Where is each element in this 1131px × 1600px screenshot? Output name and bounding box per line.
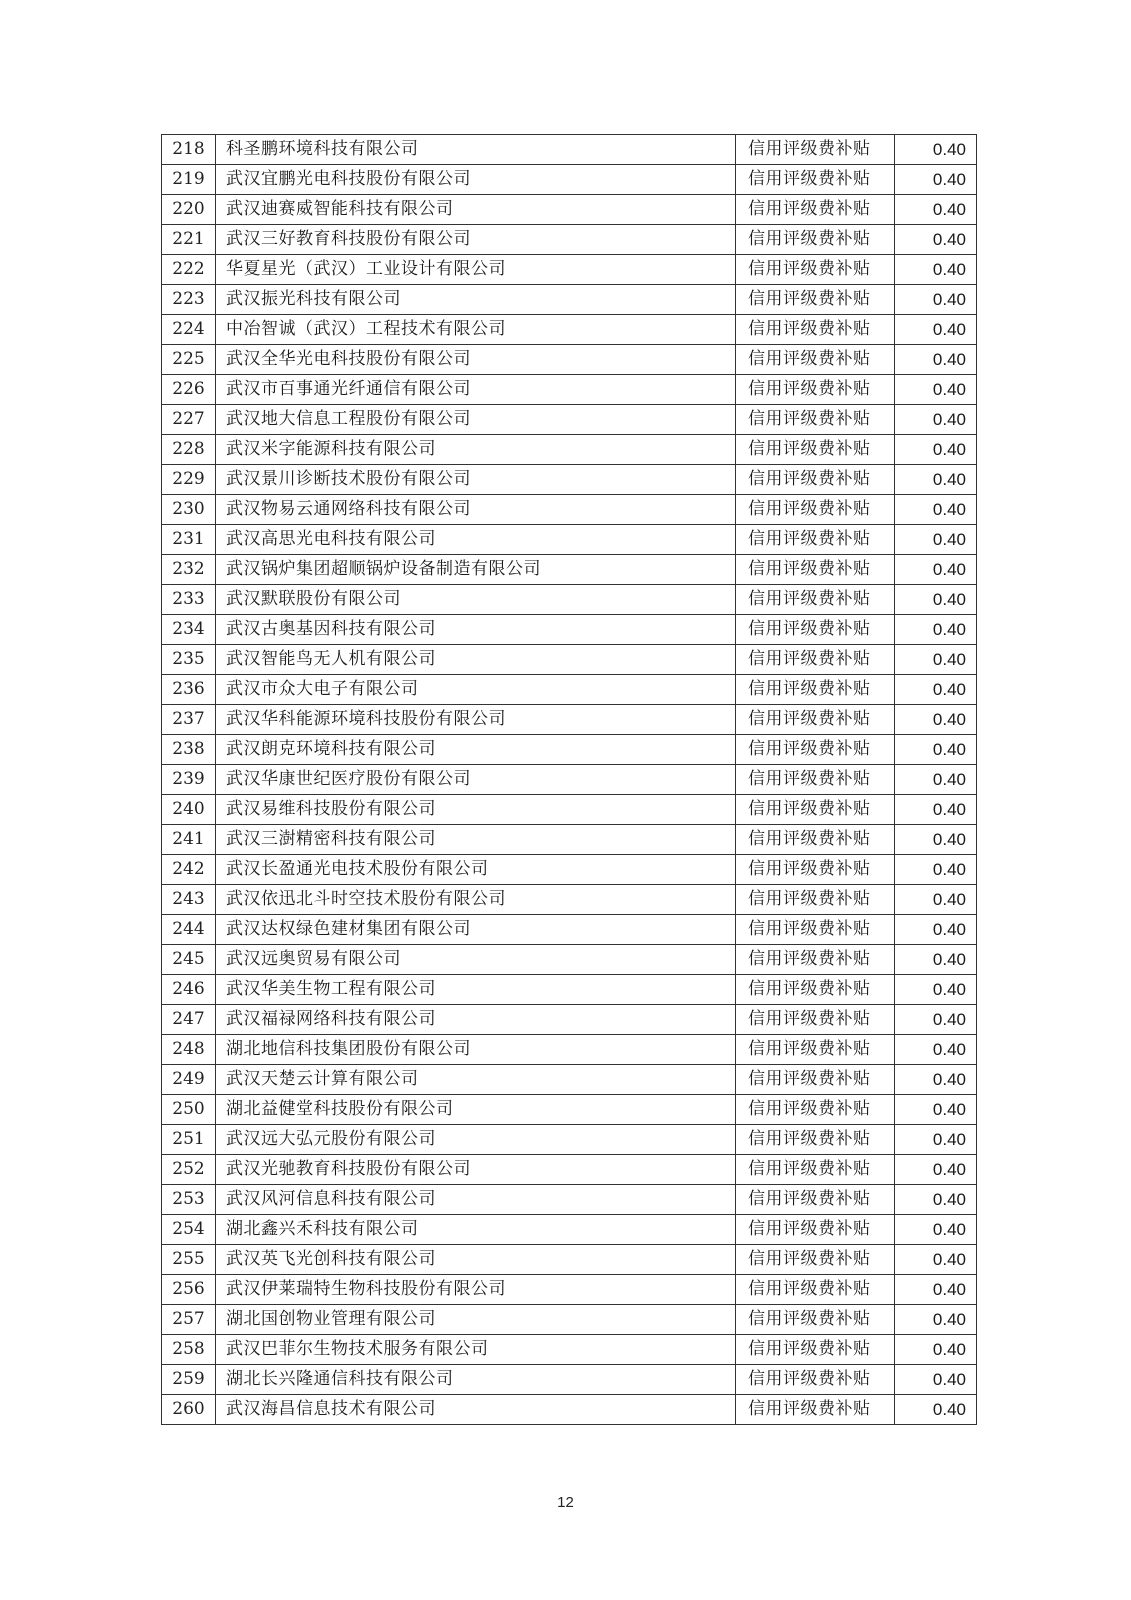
subsidy-amount-cell: 0.40 <box>895 945 977 975</box>
row-index-cell: 231 <box>162 525 216 555</box>
row-index-cell: 225 <box>162 345 216 375</box>
subsidy-type-cell: 信用评级费补贴 <box>736 765 895 795</box>
row-index-cell: 230 <box>162 495 216 525</box>
table-row <box>162 705 977 735</box>
subsidy-amount-cell: 0.40 <box>895 1215 977 1245</box>
row-index-cell: 244 <box>162 915 216 945</box>
company-name-cell: 武汉福禄网络科技有限公司 <box>216 1005 736 1035</box>
table-row <box>162 645 977 675</box>
company-name-cell: 武汉易维科技股份有限公司 <box>216 795 736 825</box>
table-row <box>162 615 977 645</box>
row-index-cell: 237 <box>162 705 216 735</box>
company-name-cell: 武汉海昌信息技术有限公司 <box>216 1395 736 1425</box>
row-index-cell: 251 <box>162 1125 216 1155</box>
table-row <box>162 585 977 615</box>
row-index-cell: 233 <box>162 585 216 615</box>
company-name-cell: 武汉市众大电子有限公司 <box>216 675 736 705</box>
subsidy-amount-cell: 0.40 <box>895 1185 977 1215</box>
table-row <box>162 195 977 225</box>
company-name-cell: 武汉地大信息工程股份有限公司 <box>216 405 736 435</box>
table-row <box>162 1125 977 1155</box>
subsidy-amount-cell: 0.40 <box>895 405 977 435</box>
table-row <box>162 165 977 195</box>
table-row <box>162 1305 977 1335</box>
company-name-cell: 武汉宜鹏光电科技股份有限公司 <box>216 165 736 195</box>
page-number: 12 <box>557 1494 574 1511</box>
subsidy-amount-cell: 0.40 <box>895 855 977 885</box>
company-name-cell: 武汉振光科技有限公司 <box>216 285 736 315</box>
row-index-cell: 243 <box>162 885 216 915</box>
company-name-cell: 武汉远奥贸易有限公司 <box>216 945 736 975</box>
company-name-cell: 武汉全华光电科技股份有限公司 <box>216 345 736 375</box>
subsidy-amount-cell: 0.40 <box>895 1275 977 1305</box>
subsidy-type-cell: 信用评级费补贴 <box>736 345 895 375</box>
subsidy-amount-cell: 0.40 <box>895 345 977 375</box>
subsidy-type-cell: 信用评级费补贴 <box>736 1335 895 1365</box>
subsidy-amount-cell: 0.40 <box>895 615 977 645</box>
company-name-cell: 武汉巴菲尔生物技术服务有限公司 <box>216 1335 736 1365</box>
subsidy-type-cell: 信用评级费补贴 <box>736 195 895 225</box>
subsidy-type-cell: 信用评级费补贴 <box>736 675 895 705</box>
subsidy-type-cell: 信用评级费补贴 <box>736 1035 895 1065</box>
row-index-cell: 254 <box>162 1215 216 1245</box>
table-row <box>162 1245 977 1275</box>
company-name-cell: 武汉光驰教育科技股份有限公司 <box>216 1155 736 1185</box>
row-index-cell: 250 <box>162 1095 216 1125</box>
subsidy-type-cell: 信用评级费补贴 <box>736 465 895 495</box>
row-index-cell: 234 <box>162 615 216 645</box>
row-index-cell: 246 <box>162 975 216 1005</box>
subsidy-type-cell: 信用评级费补贴 <box>736 1185 895 1215</box>
company-name-cell: 科圣鹏环境科技有限公司 <box>216 135 736 165</box>
subsidy-type-cell: 信用评级费补贴 <box>736 285 895 315</box>
table-row <box>162 255 977 285</box>
subsidy-type-cell: 信用评级费补贴 <box>736 795 895 825</box>
table-row <box>162 555 977 585</box>
table-row <box>162 1215 977 1245</box>
company-name-cell: 武汉朗克环境科技有限公司 <box>216 735 736 765</box>
subsidy-table-body <box>162 135 977 1425</box>
subsidy-amount-cell: 0.40 <box>895 915 977 945</box>
subsidy-type-cell: 信用评级费补贴 <box>736 975 895 1005</box>
subsidy-amount-cell: 0.40 <box>895 435 977 465</box>
subsidy-amount-cell: 0.40 <box>895 975 977 1005</box>
company-name-cell: 武汉三好教育科技股份有限公司 <box>216 225 736 255</box>
subsidy-amount-cell: 0.40 <box>895 165 977 195</box>
subsidy-type-cell: 信用评级费补贴 <box>736 615 895 645</box>
subsidy-amount-cell: 0.40 <box>895 585 977 615</box>
company-name-cell: 武汉高思光电科技有限公司 <box>216 525 736 555</box>
subsidy-type-cell: 信用评级费补贴 <box>736 1275 895 1305</box>
row-index-cell: 226 <box>162 375 216 405</box>
row-index-cell: 218 <box>162 135 216 165</box>
subsidy-amount-cell: 0.40 <box>895 1005 977 1035</box>
company-name-cell: 华夏星光（武汉）工业设计有限公司 <box>216 255 736 285</box>
company-name-cell: 武汉迪赛威智能科技有限公司 <box>216 195 736 225</box>
subsidy-amount-cell: 0.40 <box>895 735 977 765</box>
table-row <box>162 765 977 795</box>
table-row <box>162 435 977 465</box>
row-index-cell: 257 <box>162 1305 216 1335</box>
row-index-cell: 221 <box>162 225 216 255</box>
subsidy-amount-cell: 0.40 <box>895 705 977 735</box>
company-name-cell: 中冶智诚（武汉）工程技术有限公司 <box>216 315 736 345</box>
subsidy-type-cell: 信用评级费补贴 <box>736 165 895 195</box>
row-index-cell: 258 <box>162 1335 216 1365</box>
company-name-cell: 湖北地信科技集团股份有限公司 <box>216 1035 736 1065</box>
company-name-cell: 湖北鑫兴禾科技有限公司 <box>216 1215 736 1245</box>
company-name-cell: 武汉天楚云计算有限公司 <box>216 1065 736 1095</box>
subsidy-amount-cell: 0.40 <box>895 465 977 495</box>
row-index-cell: 224 <box>162 315 216 345</box>
row-index-cell: 227 <box>162 405 216 435</box>
company-name-cell: 武汉依迅北斗时空技术股份有限公司 <box>216 885 736 915</box>
company-name-cell: 武汉景川诊断技术股份有限公司 <box>216 465 736 495</box>
subsidy-type-cell: 信用评级费补贴 <box>736 255 895 285</box>
subsidy-type-cell: 信用评级费补贴 <box>736 435 895 465</box>
subsidy-amount-cell: 0.40 <box>895 375 977 405</box>
table-row <box>162 375 977 405</box>
company-name-cell: 武汉古奥基因科技有限公司 <box>216 615 736 645</box>
subsidy-type-cell: 信用评级费补贴 <box>736 555 895 585</box>
row-index-cell: 239 <box>162 765 216 795</box>
subsidy-amount-cell: 0.40 <box>895 285 977 315</box>
subsidy-amount-cell: 0.40 <box>895 1365 977 1395</box>
company-name-cell: 武汉长盈通光电技术股份有限公司 <box>216 855 736 885</box>
company-name-cell: 湖北长兴隆通信科技有限公司 <box>216 1365 736 1395</box>
subsidy-type-cell: 信用评级费补贴 <box>736 1065 895 1095</box>
company-name-cell: 湖北益健堂科技股份有限公司 <box>216 1095 736 1125</box>
subsidy-amount-cell: 0.40 <box>895 195 977 225</box>
subsidy-type-cell: 信用评级费补贴 <box>736 1005 895 1035</box>
subsidy-amount-cell: 0.40 <box>895 135 977 165</box>
table-row <box>162 1155 977 1185</box>
subsidy-type-cell: 信用评级费补贴 <box>736 375 895 405</box>
company-name-cell: 武汉达权绿色建材集团有限公司 <box>216 915 736 945</box>
row-index-cell: 220 <box>162 195 216 225</box>
table-row <box>162 885 977 915</box>
subsidy-amount-cell: 0.40 <box>895 495 977 525</box>
subsidy-amount-cell: 0.40 <box>895 1065 977 1095</box>
subsidy-amount-cell: 0.40 <box>895 1155 977 1185</box>
row-index-cell: 238 <box>162 735 216 765</box>
company-name-cell: 武汉智能鸟无人机有限公司 <box>216 645 736 675</box>
row-index-cell: 260 <box>162 1395 216 1425</box>
subsidy-amount-cell: 0.40 <box>895 225 977 255</box>
subsidy-type-cell: 信用评级费补贴 <box>736 1245 895 1275</box>
subsidy-amount-cell: 0.40 <box>895 885 977 915</box>
row-index-cell: 236 <box>162 675 216 705</box>
table-row <box>162 225 977 255</box>
table-row <box>162 345 977 375</box>
subsidy-type-cell: 信用评级费补贴 <box>736 1155 895 1185</box>
subsidy-amount-cell: 0.40 <box>895 765 977 795</box>
row-index-cell: 255 <box>162 1245 216 1275</box>
table-row <box>162 1365 977 1395</box>
company-name-cell: 武汉物易云通网络科技有限公司 <box>216 495 736 525</box>
subsidy-type-cell: 信用评级费补贴 <box>736 1095 895 1125</box>
subsidy-type-cell: 信用评级费补贴 <box>736 495 895 525</box>
subsidy-type-cell: 信用评级费补贴 <box>736 945 895 975</box>
company-name-cell: 武汉远大弘元股份有限公司 <box>216 1125 736 1155</box>
subsidy-type-cell: 信用评级费补贴 <box>736 915 895 945</box>
row-index-cell: 248 <box>162 1035 216 1065</box>
subsidy-type-cell: 信用评级费补贴 <box>736 1395 895 1425</box>
subsidy-amount-cell: 0.40 <box>895 1095 977 1125</box>
subsidy-amount-cell: 0.40 <box>895 825 977 855</box>
subsidy-amount-cell: 0.40 <box>895 525 977 555</box>
table-row <box>162 1395 977 1425</box>
row-index-cell: 222 <box>162 255 216 285</box>
subsidy-type-cell: 信用评级费补贴 <box>736 1215 895 1245</box>
row-index-cell: 241 <box>162 825 216 855</box>
row-index-cell: 235 <box>162 645 216 675</box>
row-index-cell: 247 <box>162 1005 216 1035</box>
subsidy-type-cell: 信用评级费补贴 <box>736 885 895 915</box>
table-row <box>162 825 977 855</box>
row-index-cell: 223 <box>162 285 216 315</box>
subsidy-type-cell: 信用评级费补贴 <box>736 1125 895 1155</box>
company-name-cell: 武汉市百事通光纤通信有限公司 <box>216 375 736 405</box>
table-row <box>162 465 977 495</box>
company-name-cell: 武汉英飞光创科技有限公司 <box>216 1245 736 1275</box>
subsidy-type-cell: 信用评级费补贴 <box>736 855 895 885</box>
table-row <box>162 945 977 975</box>
row-index-cell: 240 <box>162 795 216 825</box>
table-row <box>162 135 977 165</box>
subsidy-amount-cell: 0.40 <box>895 1335 977 1365</box>
table-row <box>162 675 977 705</box>
company-name-cell: 武汉伊莱瑞特生物科技股份有限公司 <box>216 1275 736 1305</box>
company-name-cell: 武汉风河信息科技有限公司 <box>216 1185 736 1215</box>
company-name-cell: 武汉华康世纪医疗股份有限公司 <box>216 765 736 795</box>
table-row <box>162 495 977 525</box>
table-row <box>162 285 977 315</box>
company-name-cell: 武汉华科能源环境科技股份有限公司 <box>216 705 736 735</box>
company-name-cell: 武汉锅炉集团超顺锅炉设备制造有限公司 <box>216 555 736 585</box>
subsidy-amount-cell: 0.40 <box>895 1125 977 1155</box>
table-row <box>162 1275 977 1305</box>
table-row <box>162 735 977 765</box>
subsidy-type-cell: 信用评级费补贴 <box>736 225 895 255</box>
subsidy-amount-cell: 0.40 <box>895 675 977 705</box>
company-name-cell: 湖北国创物业管理有限公司 <box>216 1305 736 1335</box>
row-index-cell: 256 <box>162 1275 216 1305</box>
company-name-cell: 武汉默联股份有限公司 <box>216 585 736 615</box>
table-row <box>162 1095 977 1125</box>
company-name-cell: 武汉米字能源科技有限公司 <box>216 435 736 465</box>
table-row <box>162 1035 977 1065</box>
subsidy-type-cell: 信用评级费补贴 <box>736 735 895 765</box>
table-row <box>162 405 977 435</box>
subsidy-type-cell: 信用评级费补贴 <box>736 135 895 165</box>
table-row <box>162 1065 977 1095</box>
subsidy-type-cell: 信用评级费补贴 <box>736 525 895 555</box>
subsidy-amount-cell: 0.40 <box>895 1245 977 1275</box>
table-row <box>162 795 977 825</box>
subsidy-amount-cell: 0.40 <box>895 645 977 675</box>
subsidy-amount-cell: 0.40 <box>895 1395 977 1425</box>
table-row <box>162 915 977 945</box>
row-index-cell: 229 <box>162 465 216 495</box>
subsidy-type-cell: 信用评级费补贴 <box>736 405 895 435</box>
table-row <box>162 975 977 1005</box>
company-name-cell: 武汉三澍精密科技有限公司 <box>216 825 736 855</box>
subsidy-type-cell: 信用评级费补贴 <box>736 705 895 735</box>
subsidy-table <box>161 134 977 1425</box>
table-row <box>162 315 977 345</box>
table-row <box>162 1335 977 1365</box>
subsidy-amount-cell: 0.40 <box>895 255 977 285</box>
table-row <box>162 525 977 555</box>
table-row <box>162 1005 977 1035</box>
row-index-cell: 228 <box>162 435 216 465</box>
company-name-cell: 武汉华美生物工程有限公司 <box>216 975 736 1005</box>
row-index-cell: 252 <box>162 1155 216 1185</box>
row-index-cell: 259 <box>162 1365 216 1395</box>
subsidy-type-cell: 信用评级费补贴 <box>736 645 895 675</box>
subsidy-type-cell: 信用评级费补贴 <box>736 825 895 855</box>
row-index-cell: 245 <box>162 945 216 975</box>
subsidy-type-cell: 信用评级费补贴 <box>736 1365 895 1395</box>
subsidy-type-cell: 信用评级费补贴 <box>736 585 895 615</box>
table-row <box>162 1185 977 1215</box>
row-index-cell: 249 <box>162 1065 216 1095</box>
subsidy-amount-cell: 0.40 <box>895 1035 977 1065</box>
subsidy-amount-cell: 0.40 <box>895 555 977 585</box>
row-index-cell: 232 <box>162 555 216 585</box>
subsidy-amount-cell: 0.40 <box>895 315 977 345</box>
row-index-cell: 242 <box>162 855 216 885</box>
table-row <box>162 855 977 885</box>
subsidy-type-cell: 信用评级费补贴 <box>736 315 895 345</box>
subsidy-amount-cell: 0.40 <box>895 1305 977 1335</box>
subsidy-type-cell: 信用评级费补贴 <box>736 1305 895 1335</box>
subsidy-amount-cell: 0.40 <box>895 795 977 825</box>
row-index-cell: 219 <box>162 165 216 195</box>
row-index-cell: 253 <box>162 1185 216 1215</box>
